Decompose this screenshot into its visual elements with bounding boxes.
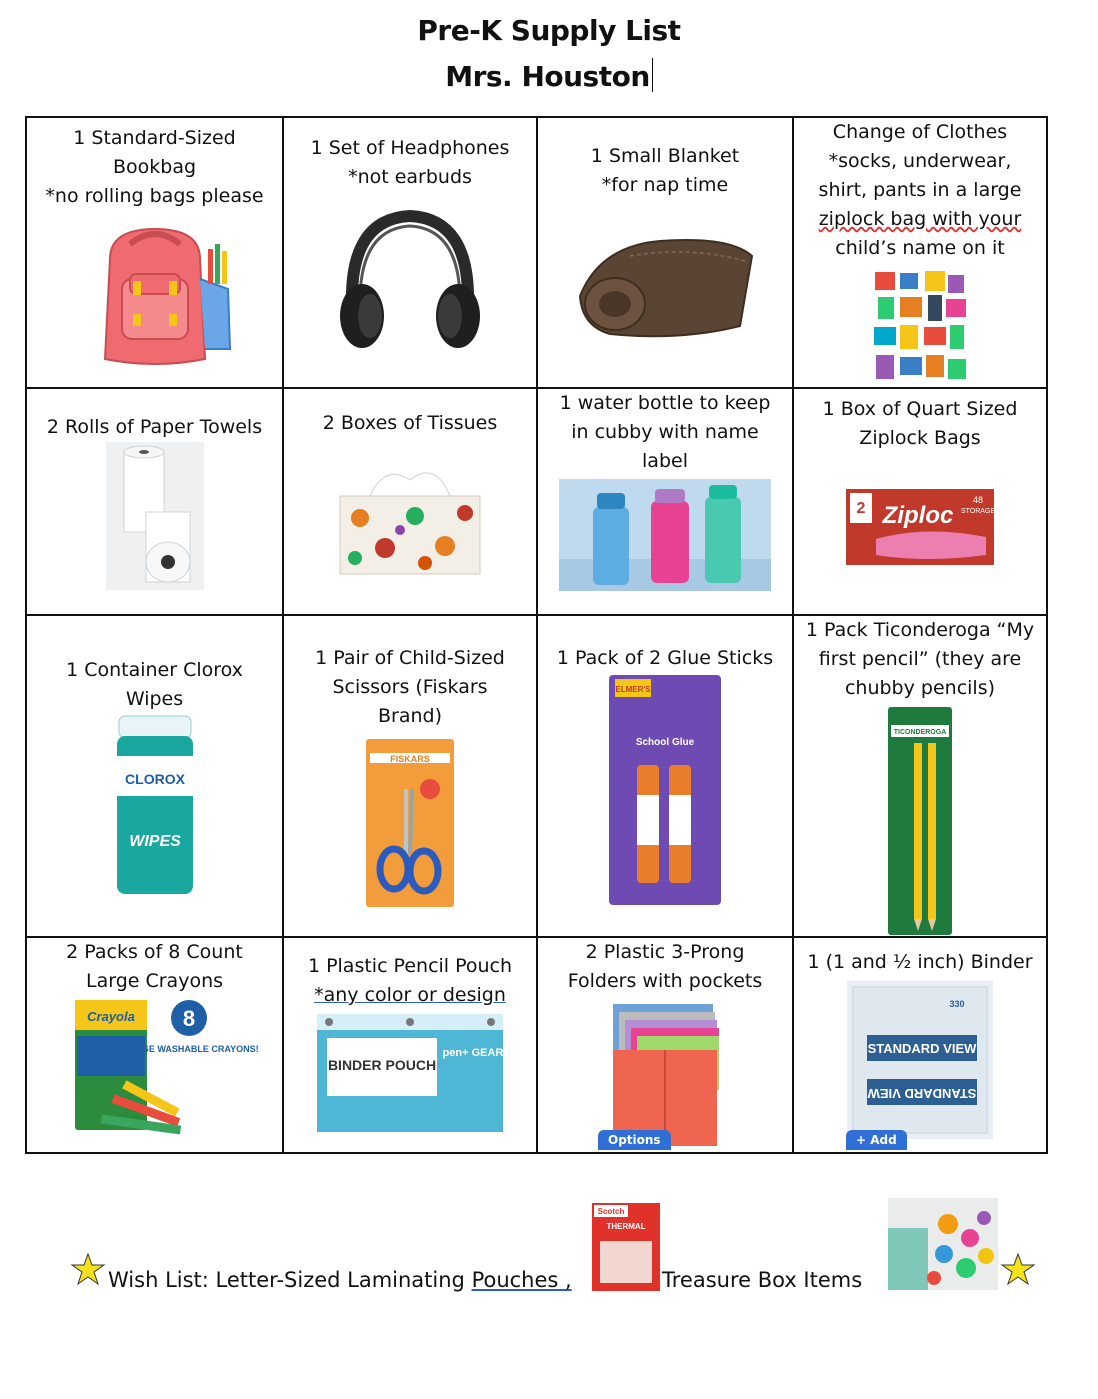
blanket-icon xyxy=(570,216,760,346)
supply-label: label xyxy=(642,450,688,472)
supply-label: 1 Standard-Sized xyxy=(73,127,236,149)
supply-label: 1 (1 and ½ inch) Binder xyxy=(807,951,1033,973)
supply-note: ziplock bag with your xyxy=(818,208,1022,230)
svg-text:School Glue: School Glue xyxy=(635,737,695,748)
tissue-box-icon xyxy=(325,458,495,578)
svg-text:2: 2 xyxy=(856,500,866,517)
svg-text:ELMER'S: ELMER'S xyxy=(615,685,651,694)
binder-icon xyxy=(847,981,993,1139)
water-bottles-icon xyxy=(559,479,771,591)
supply-note: child’s name on it xyxy=(835,237,1005,259)
supply-grid xyxy=(25,116,1048,1154)
treasure-box-icon xyxy=(888,1198,998,1290)
supply-cell-tissues xyxy=(283,388,537,615)
paper-towels-icon xyxy=(106,442,204,590)
supply-label: Brand) xyxy=(377,705,442,727)
svg-text:48: 48 xyxy=(972,495,984,505)
scissors-icon xyxy=(366,739,454,907)
svg-text:STANDARD VIEW: STANDARD VIEW xyxy=(867,1041,977,1056)
supply-label: in cubby with name xyxy=(571,421,759,443)
svg-text:Crayola: Crayola xyxy=(86,1009,135,1024)
supply-cell-blanket xyxy=(537,117,793,388)
svg-text:STANDARD VIEW: STANDARD VIEW xyxy=(867,1086,977,1101)
headphones-icon xyxy=(330,204,490,354)
supply-cell-scissors xyxy=(283,615,537,937)
supply-cell-bookbag xyxy=(26,117,283,388)
supply-label: 1 Container Clorox xyxy=(66,659,243,681)
svg-text:Ziploc: Ziploc xyxy=(882,502,954,529)
ziploc-box-icon xyxy=(846,489,994,565)
supply-note: shirt, pants in a large xyxy=(818,179,1022,201)
supply-cell-headphones xyxy=(283,117,537,388)
supply-label: Scissors (Fiskars xyxy=(332,676,488,698)
supply-label: first pencil” (they are xyxy=(818,648,1022,670)
text-cursor xyxy=(652,58,653,92)
clothes-icon xyxy=(870,267,970,387)
pencil-pouch-icon xyxy=(315,1012,505,1134)
supply-label: 1 Pair of Child-Sized xyxy=(315,647,505,669)
supply-label: 1 Plastic Pencil Pouch xyxy=(307,955,513,977)
supply-cell-ziplock-bags xyxy=(793,388,1047,615)
supply-cell-pencil-pouch xyxy=(283,937,537,1153)
supply-label: Change of Clothes xyxy=(832,121,1008,143)
svg-text:WIPES: WIPES xyxy=(128,833,181,850)
options-button[interactable]: Options xyxy=(598,1130,671,1150)
supply-note: *for nap time xyxy=(601,174,729,196)
svg-text:BINDER POUCH: BINDER POUCH xyxy=(327,1057,437,1073)
svg-text:FISKARS: FISKARS xyxy=(390,754,430,764)
svg-text:8: 8 xyxy=(182,1006,195,1031)
supply-label: 1 Pack of 2 Glue Sticks xyxy=(556,647,774,669)
wish-list xyxy=(70,1207,1070,1306)
svg-text:Scotch: Scotch xyxy=(597,1207,625,1216)
supply-label: 1 water bottle to keep xyxy=(559,392,771,414)
laminating-pouches-icon xyxy=(592,1203,660,1291)
svg-text:LARGE WASHABLE CRAYONS!: LARGE WASHABLE CRAYONS! xyxy=(122,1044,259,1054)
supply-label: 2 Plastic 3-Prong xyxy=(585,941,745,963)
supply-label: 2 Boxes of Tissues xyxy=(322,412,498,434)
supply-label: Wipes xyxy=(125,688,184,710)
star-icon xyxy=(70,1252,106,1288)
add-button[interactable]: + Add xyxy=(846,1130,907,1150)
svg-text:pen+ GEAR: pen+ GEAR xyxy=(442,1047,504,1059)
teacher-name: Mrs. Houston xyxy=(0,58,1098,93)
supply-note: *socks, underwear, xyxy=(828,150,1012,172)
svg-text:CLOROX: CLOROX xyxy=(124,771,185,787)
supply-label: 1 Set of Headphones xyxy=(310,137,510,159)
supply-label: Folders with pockets xyxy=(567,970,763,992)
supply-label: Large Crayons xyxy=(85,970,224,992)
pouches-link[interactable]: Pouches xyxy=(471,1268,559,1292)
supply-note: *any color or design xyxy=(314,984,506,1006)
treasure-box-text: Treasure Box Items xyxy=(662,1268,863,1292)
star-icon xyxy=(1000,1252,1036,1288)
supply-note: *no rolling bags please xyxy=(45,185,264,207)
supply-label: 1 Box of Quart Sized xyxy=(822,398,1018,420)
supply-label: 1 Small Blanket xyxy=(590,145,740,167)
supply-cell-paper-towels xyxy=(26,388,283,615)
crayons-icon xyxy=(71,996,259,1140)
folders-icon xyxy=(609,1000,721,1148)
supply-label: Ziplock Bags xyxy=(859,427,981,449)
supply-cell-binder xyxy=(793,937,1047,1153)
supply-cell-folders xyxy=(537,937,793,1153)
svg-text:TICONDEROGA: TICONDEROGA xyxy=(893,729,947,736)
clorox-wipes-icon xyxy=(115,716,195,894)
supply-note: *not earbuds xyxy=(348,166,472,188)
supply-cell-water-bottle xyxy=(537,388,793,615)
backpack-icon xyxy=(70,219,240,369)
supply-label: 1 Pack Ticonderoga “My xyxy=(805,619,1035,641)
pencils-icon xyxy=(888,707,952,935)
supply-cell-glue-sticks xyxy=(537,615,793,937)
svg-text:STORAGE: STORAGE xyxy=(960,508,996,515)
supply-cell-crayons xyxy=(26,937,283,1153)
wish-list-text: Wish List: Letter-Sized Laminating Pouches , xyxy=(108,1268,572,1292)
supply-label: Bookbag xyxy=(112,156,197,178)
supply-cell-clothes xyxy=(793,117,1047,388)
supply-label: 2 Rolls of Paper Towels xyxy=(46,416,263,438)
page-title: Pre-K Supply List xyxy=(417,14,681,47)
glue-sticks-icon xyxy=(609,675,721,905)
svg-text:330: 330 xyxy=(949,999,965,1009)
supply-label: 2 Packs of 8 Count xyxy=(66,941,243,963)
supply-label: chubby pencils) xyxy=(844,677,996,699)
supply-cell-pencils xyxy=(793,615,1047,937)
supply-cell-clorox-wipes xyxy=(26,615,283,937)
svg-text:THERMAL: THERMAL xyxy=(606,1222,646,1231)
